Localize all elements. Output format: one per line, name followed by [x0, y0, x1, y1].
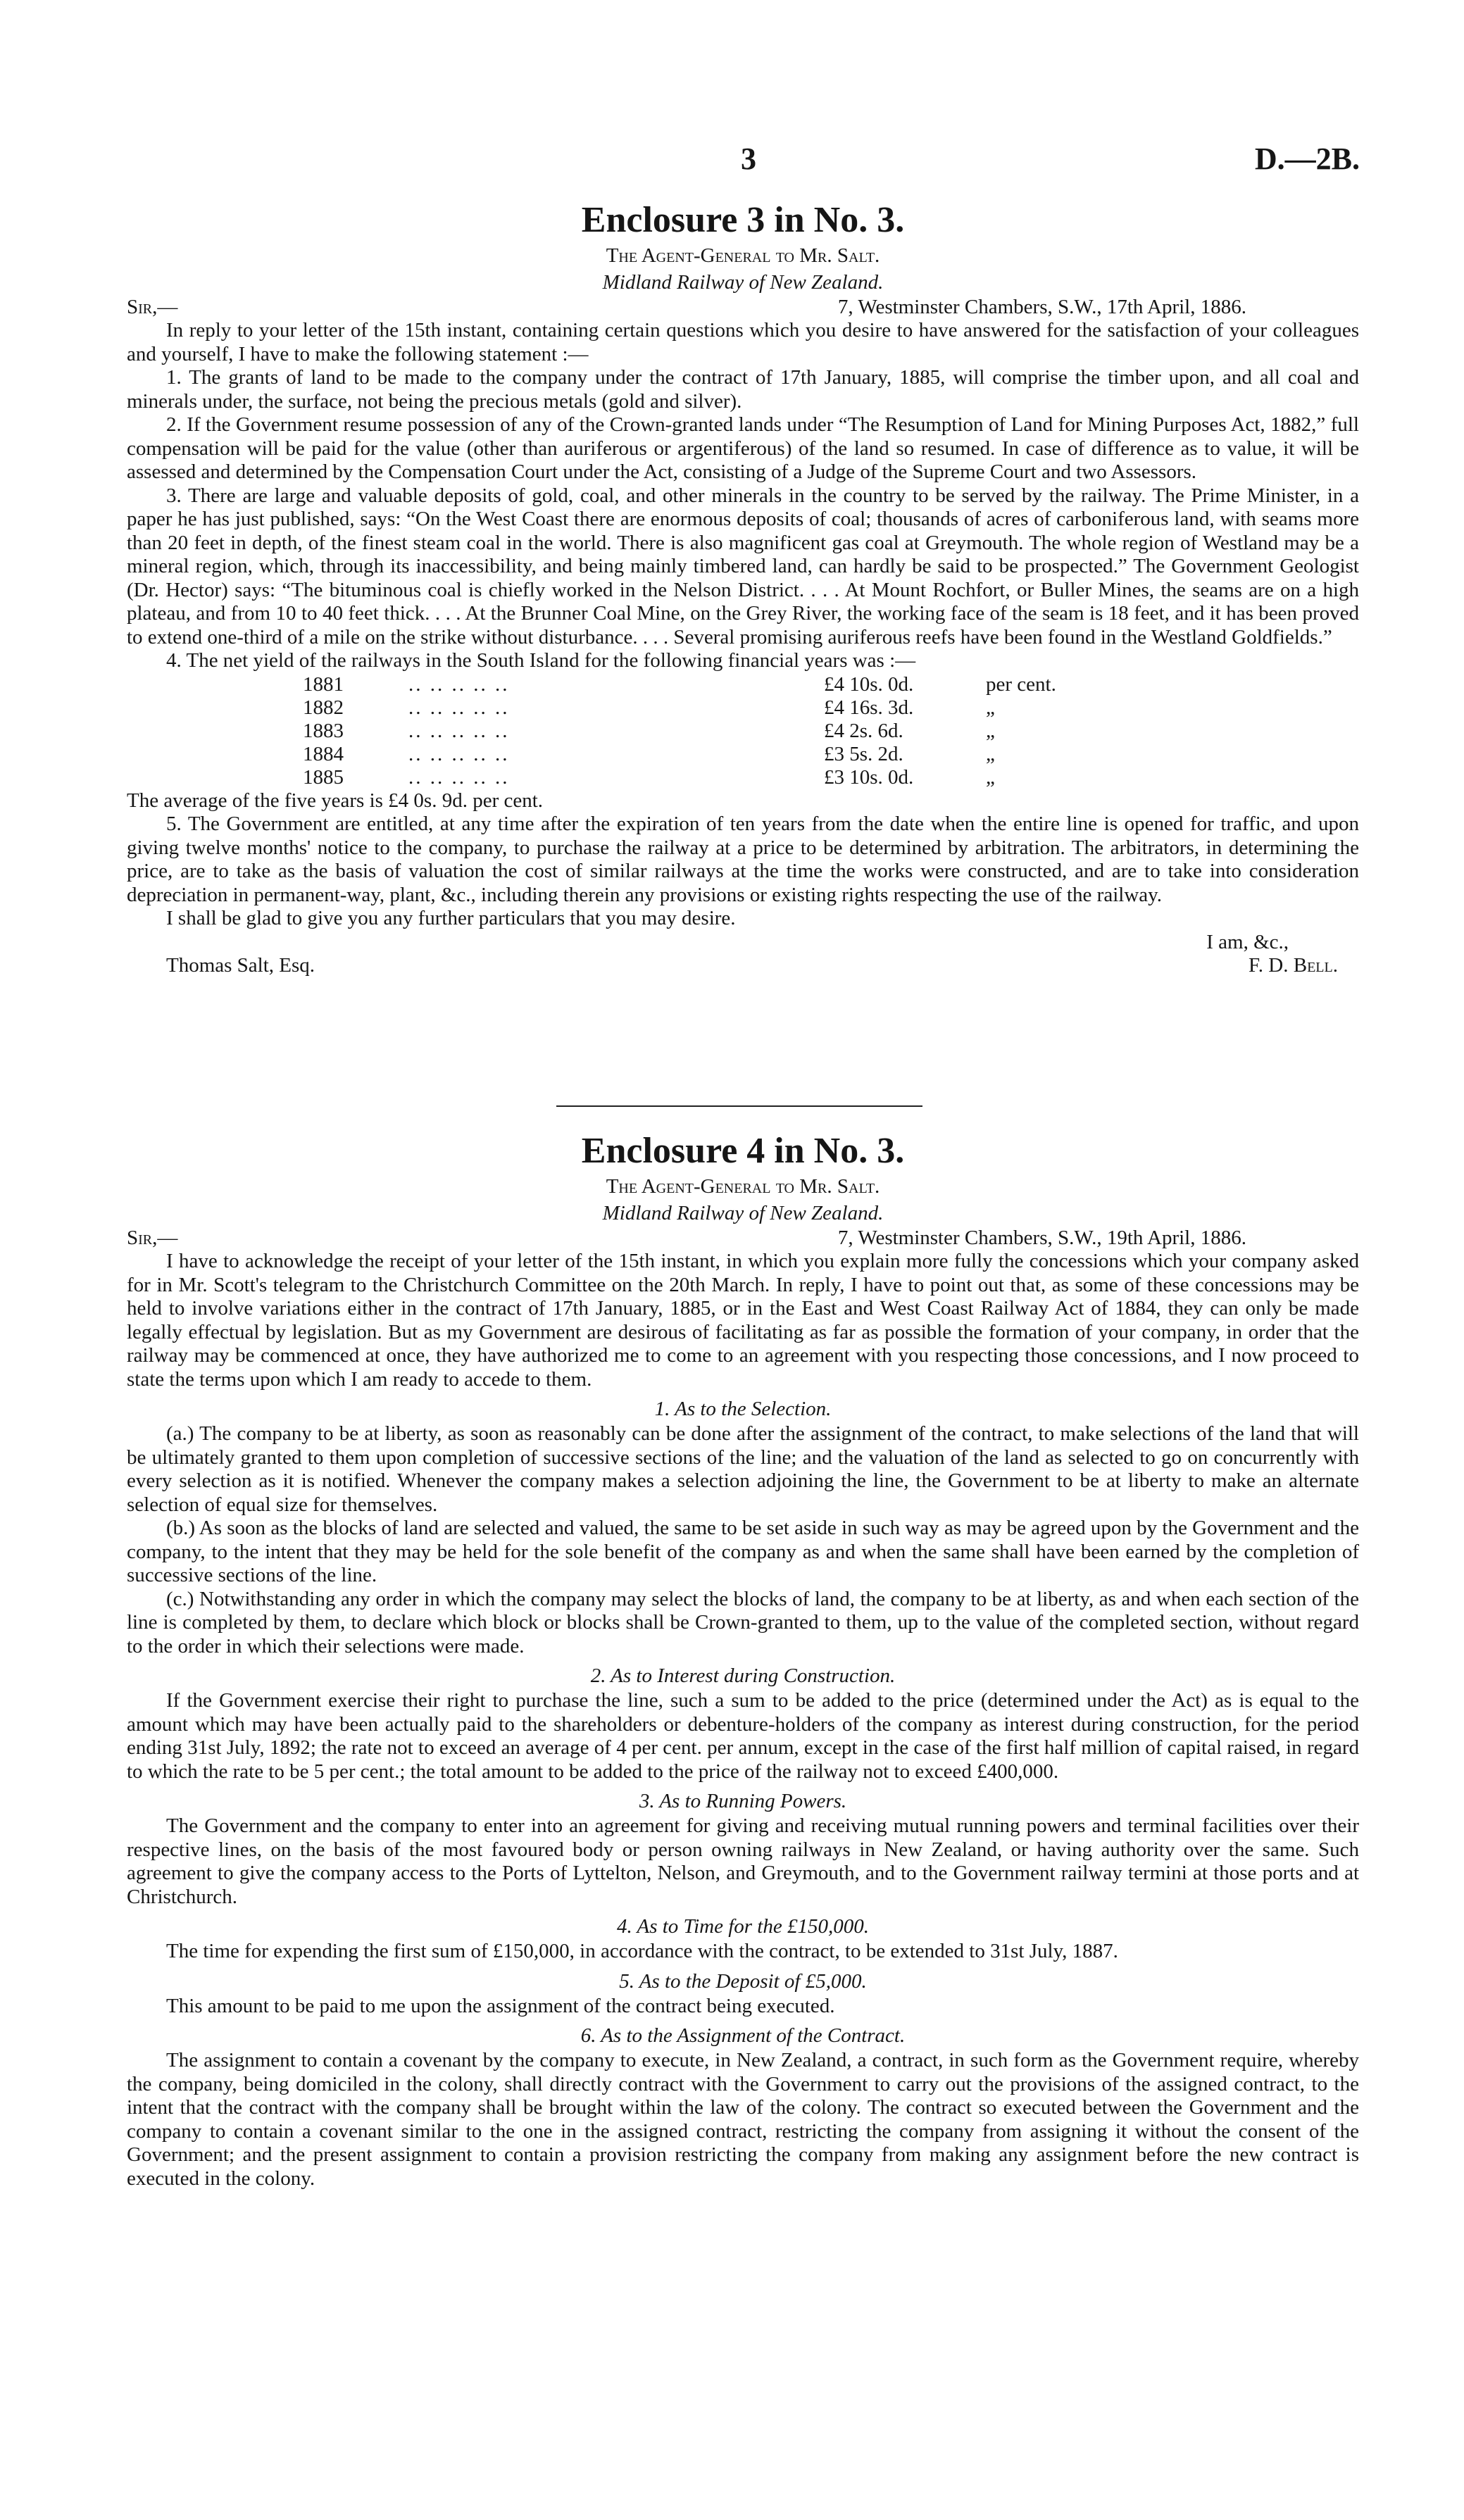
enclosure-4-from-to: The Agent-General to Mr. Salt.	[606, 1175, 880, 1198]
paragraph-a: (a.) The company to be at liberty, as soon as reasonably can be done after the assignment of the contract, to make selections of the land that will be ultimately granted to them upon completion of successive sections of the line; and the valuation of the land as selected to go on concurrently with every selection as it is notified. Whenever the company makes a selection adjoining the line, the Government to be at liberty to make an alternate selection of equal size for themselves.	[127, 1422, 1359, 1516]
table-row	[303, 743, 1113, 766]
enclosure-3-subject: Midland Railway of New Zealand.	[602, 271, 884, 294]
enclosure-3-from-to: The Agent-General to Mr. Salt.	[606, 244, 880, 267]
addressee: Thomas Salt, Esq.	[166, 953, 315, 977]
paragraph-time: The time for expending the first sum of £150,000, in accordance with the contract, to be extended to 31st July, 1887.	[166, 1940, 1118, 1962]
sender-address: 7, Westminster Chambers, S.W., 17th April, 1886.	[837, 296, 1246, 318]
unit-cell: „	[986, 719, 995, 742]
net-yield-table	[303, 673, 1113, 789]
amount-cell: £3 5s. 2d.	[824, 742, 903, 765]
year-cell: 1882	[303, 696, 344, 719]
heading-deposit: 5. As to the Deposit of £5,000.	[619, 1969, 867, 1993]
paragraph-4: 4. The net yield of the railways in the South Island for the following financial years was :—	[166, 649, 916, 672]
table-row	[303, 720, 1113, 743]
table-row	[303, 766, 1113, 789]
signature-line	[127, 954, 1359, 977]
unit-cell: „	[986, 696, 995, 719]
average-line: The average of the five years is £4 0s. 9d. per cent.	[127, 789, 544, 812]
paragraph-1: 1. The grants of land to be made to the company under the contract of 17th January, 1885, will comprise the timber upon, and all coal and minerals under, the surface, not being the precious metals (gold and silver).	[127, 366, 1359, 413]
closing: I am, &c.,	[1206, 930, 1289, 953]
year-cell: 1883	[303, 719, 344, 742]
enclosure-4-subject: Midland Railway of New Zealand.	[602, 1202, 884, 1224]
unit-cell: „	[986, 742, 995, 765]
heading-time: 4. As to Time for the £150,000.	[617, 1915, 869, 1938]
paragraph-6: I shall be glad to give you any further particulars that you may desire.	[166, 907, 736, 929]
paragraph-intro: In reply to your letter of the 15th instant, containing certain questions which you desire to have answered for the satisfaction of your colleagues and yourself, I have to make the following statement :—	[127, 319, 1359, 365]
paragraph-running-powers: The Government and the company to enter into an agreement for giving and receiving mutual running powers and terminal facilities over their respective lines, on the basis of the most favoured body or person owning railways in New Zealand, or having authority over the same. Such agreement to give the company access to the Ports of Lyttelton, Nelson, and Greymouth, and to the Government railway termini at those ports and at Christchurch.	[127, 1814, 1359, 1908]
paragraph-5: 5. The Government are entitled, at any time after the expiration of ten years from the date when the entire line is opened for traffic, and upon giving twelve months' notice to the company, to purchase the railway at a price to be determined by arbitration. The arbitrators, in determining the price, are to take as the basis of valuation the cost of similar railways at the time the works were constructed, and are to take into consideration depreciation in permanent-way, plant, &c., including therein any provisions or existing rights respecting the use of the railway.	[127, 813, 1359, 906]
dot-leader: .. .. .. .. ..	[408, 696, 510, 719]
enclosure-3-address-line	[127, 296, 1359, 319]
amount-cell: £4 2s. 6d.	[824, 719, 903, 742]
unit-cell: „	[986, 765, 995, 789]
paragraph-3: 3. There are large and valuable deposits of gold, coal, and other minerals in the country to be served by the railway. The Prime Minister, in a paper he has just published, says: “On the West Coast there are enormous deposits of coal; thousands of acres of carboniferous land, with seams more than 20 feet in depth, of the finest steam coal in the world. There is also magnificent gas coal at Greymouth. The whole region of Westland may be a mineral region, which, through its inaccessibility, and being mainly timbered land, can hardly be said to be prospected.” The Government Geologist (Dr. Hector) says: “The bituminous coal is chiefly worked in the Nelson District. . . . At Mount Rochfort, or Buller Mines, the seams are on a high plateau, and from 10 to 40 feet thick. . . . At the Brunner Coal Mine, on the Grey River, the working face of the seam is 18 feet, and it has been proved to extend one-third of a mile on the strike without disturbance. . . . Several promising auriferous reefs have been found in the Westland Goldfields.”	[127, 484, 1359, 648]
dot-leader: .. .. .. .. ..	[408, 765, 510, 789]
year-cell: 1885	[303, 765, 344, 789]
sender-address: 7, Westminster Chambers, S.W., 19th April, 1886.	[837, 1227, 1246, 1249]
document-reference: D.—2B.	[1254, 142, 1360, 176]
heading-running-powers: 3. As to Running Powers.	[639, 1790, 847, 1812]
paragraph-assignment: The assignment to contain a covenant by the company to execute, in New Zealand, a contract, in such form as the Government require, whereby the company, being domiciled in the colony, shall directly contract with the Government to carry out the provisions of the assigned contract, to the intent that the contract with the company shall be brought within the law of the colony. The contract so executed between the Government and the company to contain a covenant similar to the one in the assigned contract, restricting the company from assigning it without the consent of the Government; and the present assignment to contain a provision restricting the company from making any assignment before the new contract is executed in the colony.	[127, 2049, 1359, 2190]
heading-interest: 2. As to Interest during Construction.	[590, 1665, 896, 1687]
paragraph-interest: If the Government exercise their right to purchase the line, such a sum to be added to the price (determined under the Act) as is equal to the amount which may have been actually paid to the shareholders or debenture-holders of the company as interest during construction, for the period ending 31st July, 1892; the rate not to exceed an average of 4 per cent. per annum, except in the case of the first half million of capital raised, in regard to which the rate to be 5 per cent.; the total amount to be added to the price of the railway not to exceed £400,000.	[127, 1689, 1359, 1783]
year-cell: 1884	[303, 742, 344, 765]
enclosure-3-title: Enclosure 3 in No. 3.	[581, 200, 905, 240]
enclosure-4-address-line	[127, 1227, 1359, 1250]
enclosure-4	[127, 1129, 1359, 2190]
page-number: 3	[741, 142, 756, 176]
paragraph-deposit: This amount to be paid to me upon the assignment of the contract being executed.	[166, 1994, 835, 2017]
dot-leader: .. .. .. .. ..	[408, 719, 510, 742]
page-header	[0, 141, 1464, 190]
table-row	[303, 696, 1113, 720]
paragraph-c: (c.) Notwithstanding any order in which the company may select the blocks of land, the company to be at liberty, as and when each section of the line is completed by them, to declare which block or blocks shall be Crown-granted to them, up to the value of the completed section, without regard to the order in which their selections were made.	[127, 1587, 1359, 1657]
dot-leader: .. .. .. .. ..	[408, 672, 510, 696]
salutation: Sir,—	[127, 296, 178, 318]
unit-cell: per cent.	[986, 672, 1056, 696]
enclosure-4-title: Enclosure 4 in No. 3.	[581, 1131, 905, 1171]
paragraph-b: (b.) As soon as the blocks of land are selected and valued, the same to be set aside in such way as may be agreed upon by the Government and the company, to the intent that they may be held for the sole benefit of the company as and when the same shall have been earned by the completion of successive sections of the line.	[127, 1517, 1359, 1586]
amount-cell: £4 16s. 3d.	[824, 696, 914, 719]
year-cell: 1881	[303, 672, 344, 696]
section-divider	[556, 1105, 922, 1107]
paragraph-2: 2. If the Government resume possession of any of the Crown-granted lands under “The Resumption of Land for Mining Purposes Act, 1882,” full compensation will be paid for the value (other than auriferous or argentiferous) of the land so resumed. In case of difference as to value, it will be assessed and determined by the Compensation Court under the Act, consisting of a Judge of the Supreme Court and two Assessors.	[127, 413, 1359, 483]
heading-selection: 1. As to the Selection.	[654, 1398, 832, 1420]
table-row	[303, 673, 1113, 696]
salutation: Sir,—	[127, 1227, 178, 1249]
paragraph-intro: I have to acknowledge the receipt of your letter of the 15th instant, in which you explain more fully the concessions which your company asked for in Mr. Scott's telegram to the Christchurch Committee on the 20th March. In reply, I have to point out that, as some of these concessions may be held to involve variations either in the contract of 17th January, 1885, or in the East and West Coast Railway Act of 1884, they can only be made legally effectual by legislation. But as my Government are desirous of facilitating as far as possible the formation of your company, in order that the railway may be commenced at once, they have authorized me to come to an agreement with you respecting those concessions, and I now proceed to state the terms upon which I am ready to accede to them.	[127, 1250, 1359, 1391]
signer: F. D. Bell.	[1249, 953, 1338, 977]
amount-cell: £4 10s. 0d.	[824, 672, 914, 696]
enclosure-3	[127, 199, 1359, 977]
amount-cell: £3 10s. 0d.	[824, 765, 914, 789]
heading-assignment: 6. As to the Assignment of the Contract.	[580, 2024, 906, 2047]
dot-leader: .. .. .. .. ..	[408, 742, 510, 765]
